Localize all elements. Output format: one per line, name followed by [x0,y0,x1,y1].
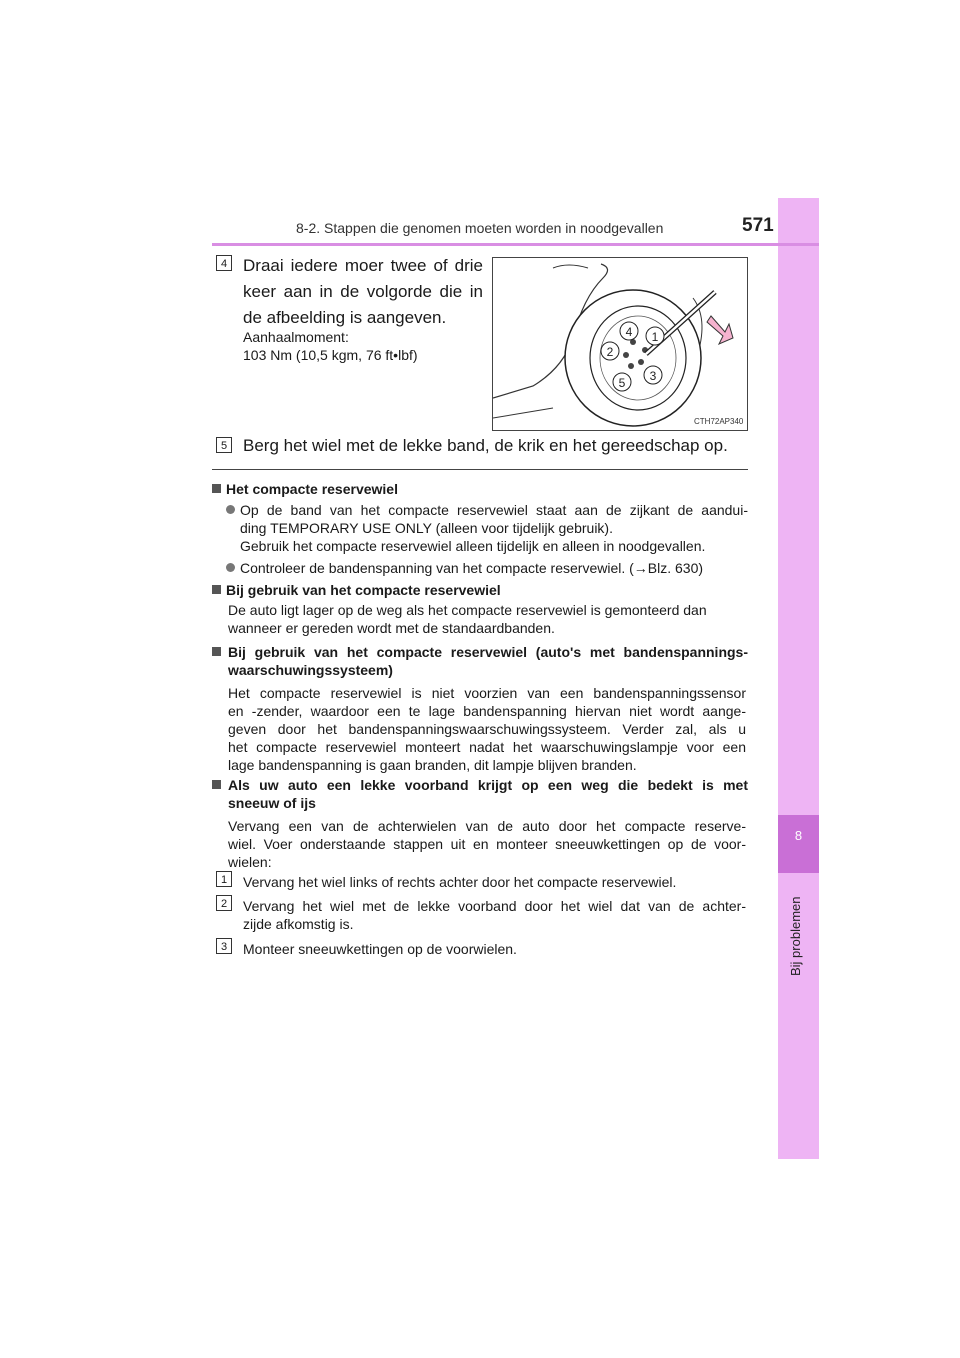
text-line: Gebruik het compacte reservewiel alleen tijdelijk en alleen in noodgevallen. [240,538,706,554]
wheel-illustration [493,258,747,430]
figure-code: CTH72AP340 [694,417,744,426]
step-number-1: 1 [216,871,232,887]
step-4-line: keer aan in de volgorde die in [243,282,483,301]
section-header: 8-2. Stappen die genomen moeten worden in noodgevallen [296,220,664,236]
section-divider [212,469,748,470]
square-bullet-icon [212,780,221,789]
text-line: Het compacte reservewiel is niet voorzien van een bandenspanningssensor [228,685,746,701]
text-line: geven door het bandenspanningswaarschuwingssysteem. Verder zal, als u [228,721,746,737]
text-line: De auto ligt lager op de weg als het compacte reservewiel is gemonteerd dan [228,602,707,618]
text-line: het compacte reservewiel monteert nadat het waarschuwingslampje voor een [228,739,746,755]
section-heading [212,480,398,498]
step-5-text: Berg het wiel met de lekke band, de krik en het gereedschap op. [243,436,728,455]
torque-label: Aanhaalmoment: [243,329,349,345]
chapter-tab[interactable] [778,815,819,873]
section-heading [212,776,748,812]
snow-step-text: Vervang het wiel links of rechts achter door het compacte reservewiel. [243,874,677,890]
step-number-5: 5 [216,437,232,453]
chapter-sidebar [778,198,819,1159]
text-line: wielen: [228,854,272,870]
page-number: 571 [742,215,774,236]
step-4-line: de afbeelding is aangeven. [243,308,447,327]
circle-bullet-icon [226,563,235,572]
section-heading [212,581,501,599]
section-heading [212,643,748,679]
step-number-4: 4 [216,255,232,271]
paragraph [228,817,746,871]
header-divider [212,243,819,246]
heading-line: Als uw auto een lekke voorband krijgt op een weg die bedekt is met [228,777,748,793]
heading-text: Het compacte reservewiel [226,481,398,497]
circle-bullet-icon [226,505,235,514]
text-line: lage bandenspanning is gaan branden, dit lampje blijven branden. [228,757,637,773]
nut-label: 5 [618,376,626,390]
text-line: wanneer er gereden wordt met de standaardbanden. [228,620,555,636]
square-bullet-icon [212,585,221,594]
bullet-item [212,559,748,577]
wheel-nut-figure [492,257,748,431]
heading-line: waarschuwingssysteem) [228,662,393,678]
heading-line: sneeuw of ijs [228,795,316,811]
heading-line: Bij gebruik van het compacte reservewiel (auto's met bandenspannings- [228,644,748,660]
square-bullet-icon [212,484,221,493]
step-number-3: 3 [216,938,232,954]
chapter-label[interactable] [786,880,806,980]
snow-step-text: Monteer sneeuwkettingen op de voorwielen. [243,941,517,957]
step-4-line: Draai iedere moer twee of drie [243,256,483,275]
chapter-label-text: Bij problemen [788,896,803,976]
text-line: Controleer de bandenspanning van het compacte reservewiel. (→Blz. 630) [240,560,704,576]
step-4-text [243,253,483,331]
heading-text: Bij gebruik van het compacte reservewiel [226,582,501,598]
step-number-2: 2 [216,895,232,911]
paragraph [228,684,746,774]
torque-value: 103 Nm (10,5 kgm, 76 ft•lbf) [243,347,418,363]
text-line: Op de band van het compacte reservewiel staat aan de zijkant de aandui- [240,502,748,518]
text-line: ding TEMPORARY USE ONLY (alleen voor tijdelijk gebruik). [240,520,613,536]
square-bullet-icon [212,647,221,656]
bullet-item [212,501,748,555]
nut-label: 2 [606,345,614,359]
nut-label: 4 [625,325,633,339]
paragraph [228,601,748,637]
nut-label: 1 [651,330,659,344]
nut-label: 3 [649,369,657,383]
snow-step-text [243,897,746,933]
text-line: Vervang het wiel met de lekke voorband door het wiel dat van de achter- [243,898,746,914]
text-line: en -zender, waardoor een te lage bandenspanning hiervan niet wordt aange- [228,703,746,719]
text-line: Vervang een van de achterwielen van de auto door het compacte reserve- [228,818,746,834]
text-line: zijde afkomstig is. [243,916,354,932]
chapter-number: 8 [794,828,803,843]
text-line: wiel. Voer onderstaande stappen uit en monteer sneeuwkettingen op de voor- [228,836,746,852]
